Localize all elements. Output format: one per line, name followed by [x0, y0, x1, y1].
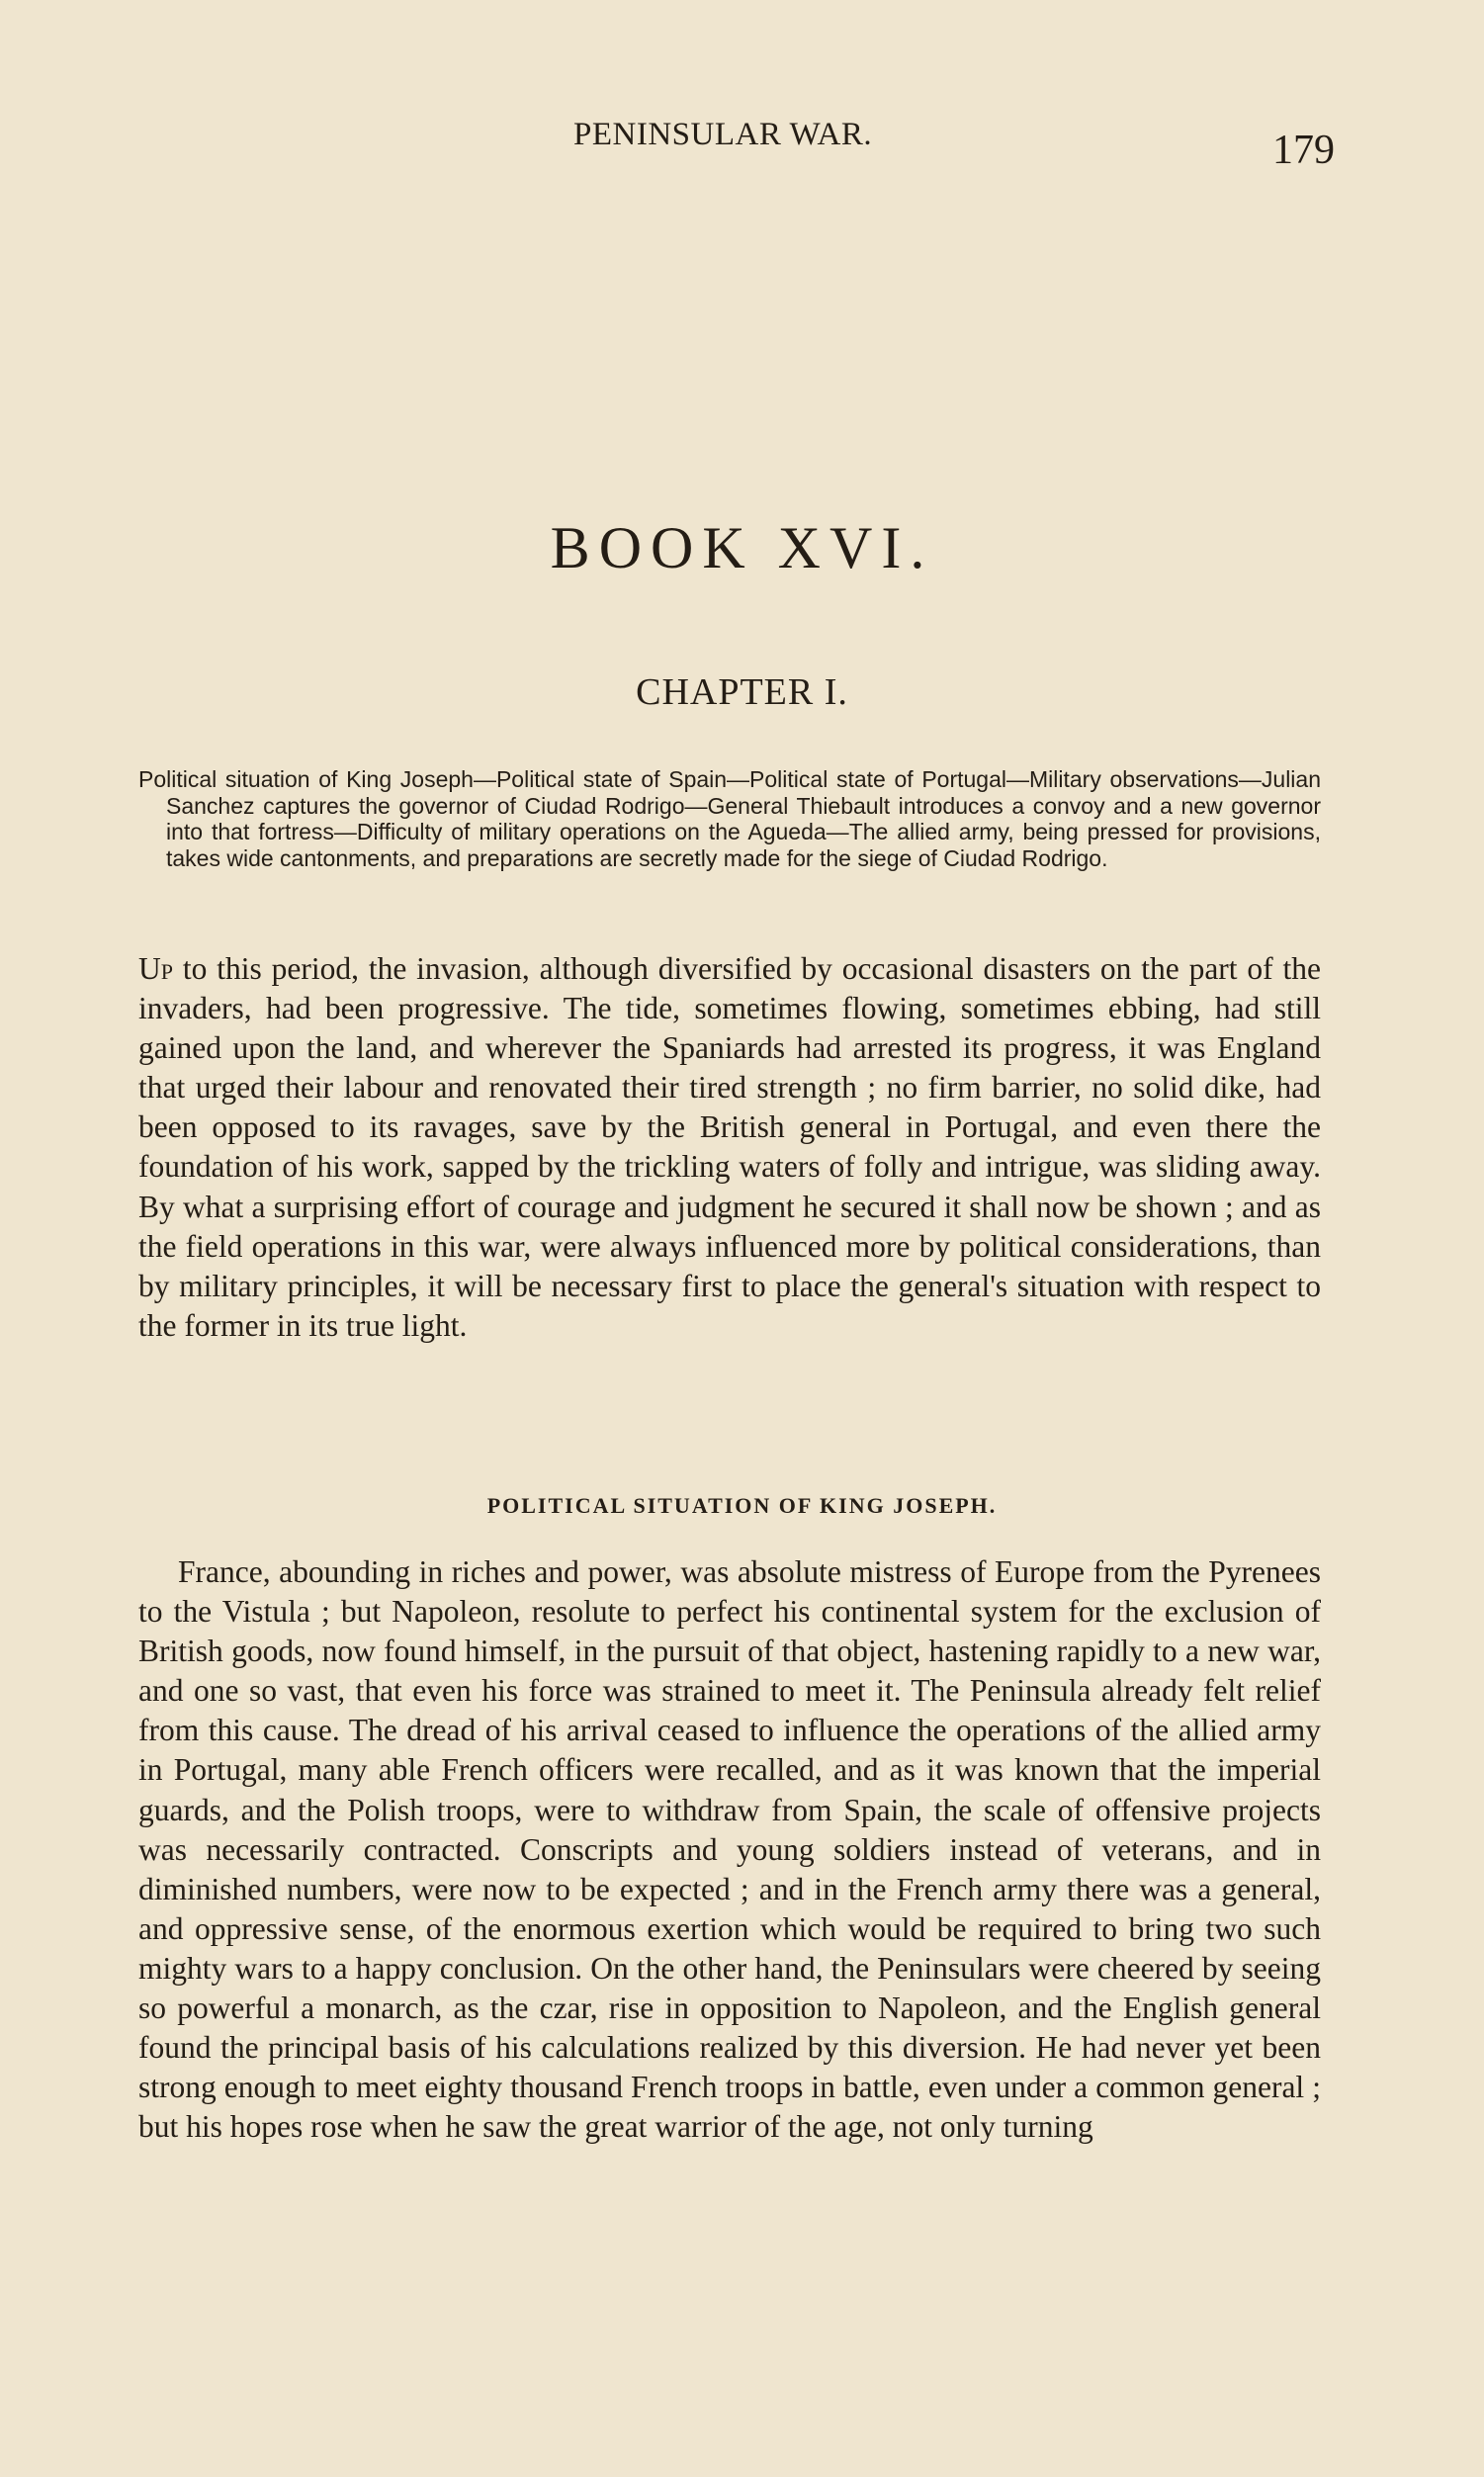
- paragraph-1: [138, 949, 1321, 1346]
- paragraph-2: France, abounding in riches and power, was absolute mistress of Europe from the Pyrenees to the Vistula ; but Napoleon, resolute to perfect his continental system for the exclusion of British goods, now found himself, in the pursuit of that object, hastening rapidly to a new war, and one so vast, that even his force was strained to meet it. The Peninsula already felt relief from this cause. The dread of his arrival ceased to influence the operations of the allied army in Portugal, many able French officers were recalled, and as it was known that the imperial guards, and the Polish troops, were to withdraw from Spain, the scale of offensive projects was necessarily contracted. Conscripts and young soldiers instead of veterans, and in diminished numbers, were now to be expected ; and in the French army there was a general, and oppressive sense, of the enormous exertion which would be required to bring two such mighty wars to a happy conclusion. On the other hand, the Peninsulars were cheered by seeing so powerful a monarch, as the czar, rise in opposition to Napoleon, and the English general found the principal basis of his calculations realized by this diversion. He had never yet been strong enough to meet eighty thousand French troops in battle, even under a common general ; but his hopes rose when he saw the great warrior of the age, not only turning: [138, 1554, 1321, 2145]
- chapter-title: CHAPTER I.: [636, 671, 848, 713]
- paragraph-1-text: to this period, the invasion, although diversified by occasional disasters on the part of the invaders, had been progressive. The tide, sometimes flowing, sometimes ebbing, had still gained upon the land, and wherever the Spaniards had arrested its progress, it was England that urged their labour and renovated their tired strength ; no firm barrier, no solid dike, had been opposed to its ravages, save by the British general in Portugal, and even there the foundation of his work, sapped by the trickling waters of folly and intrigue, was sliding away. By what a surprising effort of courage and judgment he secured it shall now be shown ; and as the field operations in this war, were always influenced more by political considerations, than by military principles, it will be necessary first to place the general's situation with respect to the former in its true light.: [138, 951, 1321, 1343]
- page-number: 179: [1272, 128, 1335, 173]
- page-header: [138, 117, 1335, 173]
- chapter-synopsis: Political situation of King Joseph—Political state of Spain—Political state of Portugal—Military observations—Julian Sanchez captures the governor of Ciudad Rodrigo—General Thiebault introduces a convoy and a new governor into that fortress—Difficulty of military operations on the Agueda—The allied army, being pressed for provisions, takes wide cantonments, and preparations are secretly made for the siege of Ciudad Rodrigo.: [138, 766, 1321, 871]
- section-heading: POLITICAL SITUATION OF KING JOSEPH.: [486, 1493, 998, 1518]
- paragraph-lead-word: Up: [138, 951, 173, 986]
- running-title: PENINSULAR WAR.: [573, 117, 873, 152]
- book-title: BOOK XVI.: [550, 515, 934, 580]
